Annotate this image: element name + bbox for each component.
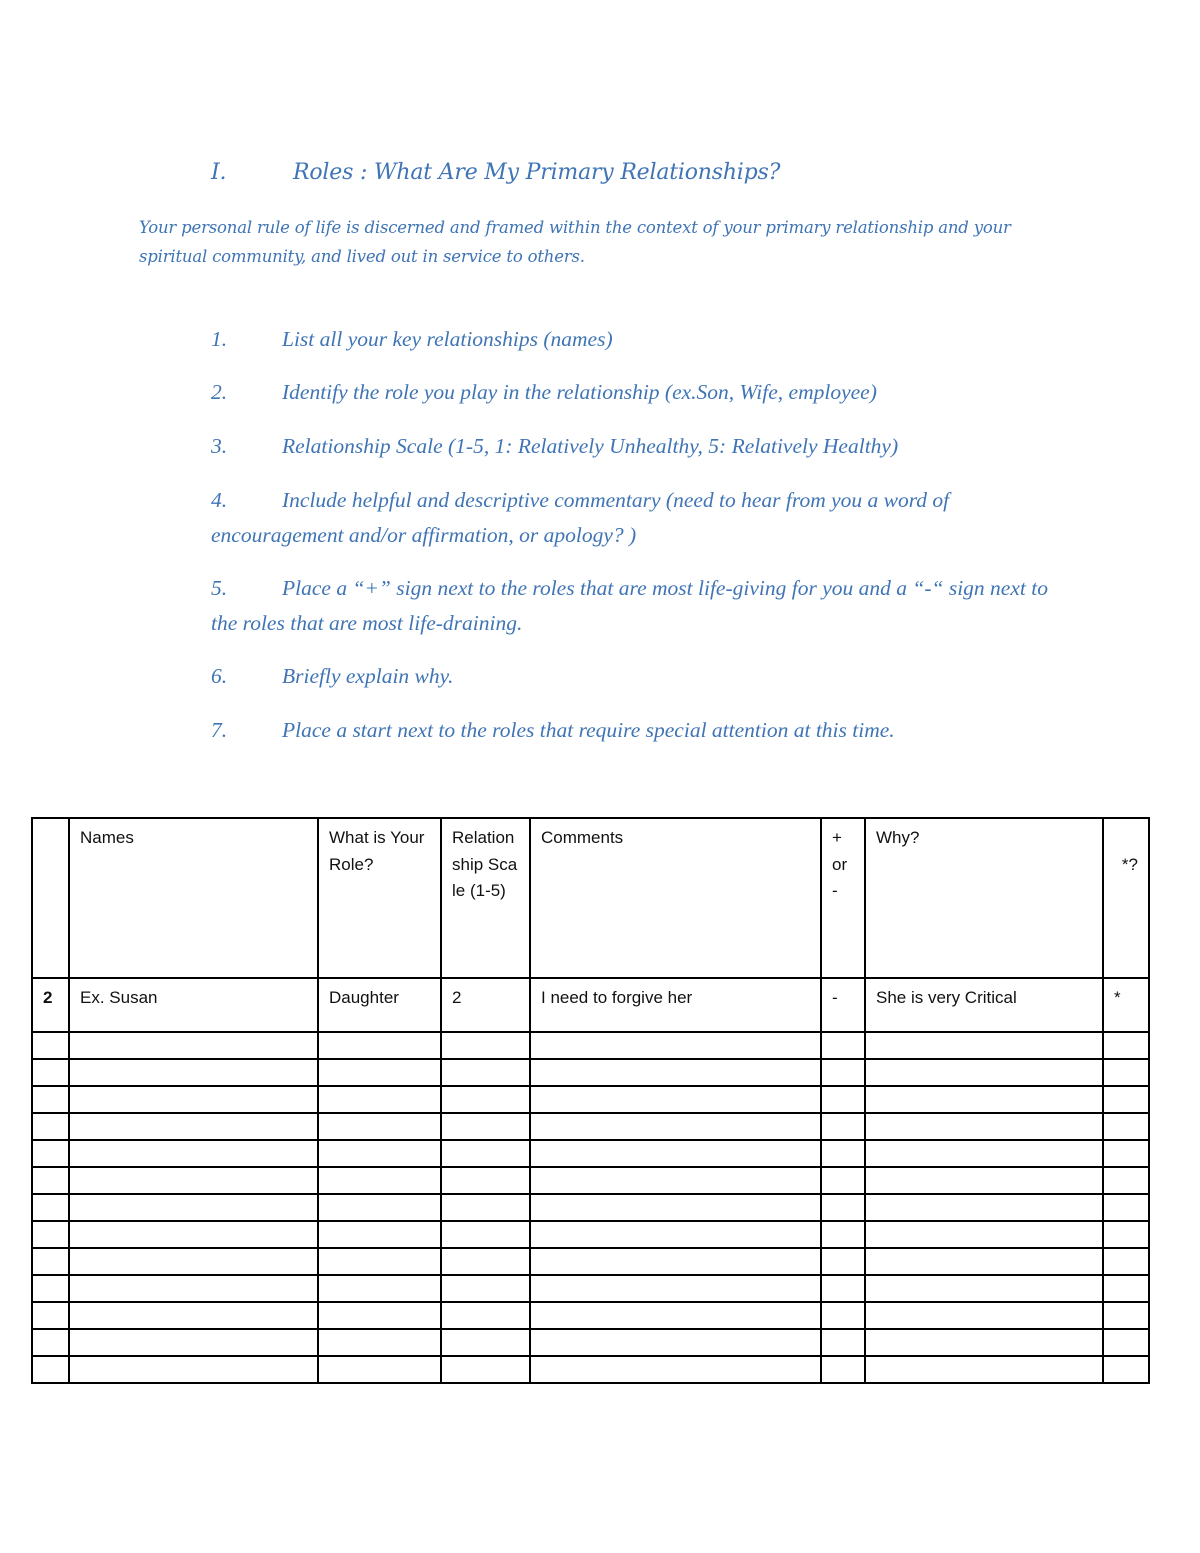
section-number: I. [211, 160, 227, 185]
cell-role [318, 1059, 441, 1086]
cell-comment [530, 1302, 821, 1329]
cell-sign [821, 1302, 865, 1329]
cell-scale [441, 1167, 530, 1194]
cell-name: Ex. Susan [69, 978, 318, 1032]
cell-index [32, 1113, 69, 1140]
cell-role [318, 1356, 441, 1383]
header-cell-sign: + or - [821, 818, 865, 978]
cell-index [32, 1059, 69, 1086]
cell-scale [441, 1356, 530, 1383]
cell-index [32, 1275, 69, 1302]
cell-comment [530, 1221, 821, 1248]
cell-scale [441, 1059, 530, 1086]
cell-why [865, 1194, 1103, 1221]
cell-star [1103, 1329, 1149, 1356]
cell-star [1103, 1194, 1149, 1221]
cell-comment [530, 1032, 821, 1059]
cell-star: * [1103, 978, 1149, 1032]
intro-paragraph: Your personal rule of life is discerned and framed within the context of your primary relationship and your spiritual community, and lived out in service to others. [139, 218, 1011, 266]
cell-scale [441, 1329, 530, 1356]
instruction-item: 6. Briefly explain why. [211, 664, 454, 688]
cell-index [32, 1329, 69, 1356]
cell-sign [821, 1248, 865, 1275]
cell-role [318, 1275, 441, 1302]
cell-comment [530, 1086, 821, 1113]
cell-scale [441, 1275, 530, 1302]
cell-star [1103, 1140, 1149, 1167]
cell-index [32, 1248, 69, 1275]
cell-scale [441, 1194, 530, 1221]
cell-why [865, 1221, 1103, 1248]
cell-star [1103, 1221, 1149, 1248]
cell-index [32, 1356, 69, 1383]
cell-why [865, 1275, 1103, 1302]
table-row [32, 1248, 1149, 1275]
cell-sign [821, 1356, 865, 1383]
cell-name [69, 1248, 318, 1275]
cell-scale [441, 1248, 530, 1275]
cell-name [69, 1086, 318, 1113]
cell-role [318, 1032, 441, 1059]
cell-comment: I need to forgive her [530, 978, 821, 1032]
cell-role [318, 1167, 441, 1194]
cell-role [318, 1302, 441, 1329]
cell-sign [821, 1275, 865, 1302]
cell-index [32, 1302, 69, 1329]
cell-star [1103, 1302, 1149, 1329]
cell-comment [530, 1356, 821, 1383]
cell-name [69, 1221, 318, 1248]
cell-why [865, 1140, 1103, 1167]
table-row [32, 1329, 1149, 1356]
cell-index [32, 1221, 69, 1248]
instruction-item: 5. Place a “+” sign next to the roles that are most life-giving for you and a “-“ sign next to the roles that are most life-draining. [211, 576, 1048, 635]
table-row [32, 1275, 1149, 1302]
cell-role [318, 1086, 441, 1113]
cell-star [1103, 1113, 1149, 1140]
header-cell-why: Why? [865, 818, 1103, 978]
cell-star [1103, 1086, 1149, 1113]
cell-sign: - [821, 978, 865, 1032]
cell-why [865, 1059, 1103, 1086]
cell-sign [821, 1059, 865, 1086]
cell-why [865, 1302, 1103, 1329]
cell-role [318, 1140, 441, 1167]
table-row [32, 1113, 1149, 1140]
cell-role [318, 1221, 441, 1248]
cell-scale [441, 1302, 530, 1329]
cell-sign [821, 1140, 865, 1167]
cell-comment [530, 1059, 821, 1086]
cell-index [32, 1167, 69, 1194]
cell-comment [530, 1140, 821, 1167]
cell-sign [821, 1221, 865, 1248]
cell-star [1103, 1275, 1149, 1302]
header-cell-names: Names [69, 818, 318, 978]
cell-scale [441, 1113, 530, 1140]
header-cell-role: What is Your Role? [318, 818, 441, 978]
cell-scale [441, 1221, 530, 1248]
cell-why [865, 1356, 1103, 1383]
cell-star [1103, 1248, 1149, 1275]
cell-role: Daughter [318, 978, 441, 1032]
instruction-item: 7. Place a start next to the roles that require special attention at this time. [211, 718, 895, 742]
table-row [32, 978, 1149, 1032]
cell-star [1103, 1356, 1149, 1383]
cell-role [318, 1329, 441, 1356]
cell-scale: 2 [441, 978, 530, 1032]
cell-name [69, 1032, 318, 1059]
cell-role [318, 1248, 441, 1275]
cell-comment [530, 1329, 821, 1356]
cell-star [1103, 1167, 1149, 1194]
cell-comment [530, 1113, 821, 1140]
cell-index [32, 1086, 69, 1113]
cell-name [69, 1302, 318, 1329]
table-row [32, 1032, 1149, 1059]
cell-name [69, 1059, 318, 1086]
cell-comment [530, 1167, 821, 1194]
cell-index [32, 1194, 69, 1221]
table-header-row [32, 818, 1149, 978]
cell-name [69, 1113, 318, 1140]
cell-scale [441, 1032, 530, 1059]
header-cell-star: *? [1103, 818, 1149, 978]
table-row [32, 1086, 1149, 1113]
cell-sign [821, 1329, 865, 1356]
table-row [32, 1356, 1149, 1383]
section-title: Roles : What Are My Primary Relationships? [293, 160, 781, 185]
cell-star [1103, 1059, 1149, 1086]
instruction-item: 4. Include helpful and descriptive commentary (need to hear from you a word of encouragement and/or affirmation, or apology? ) [211, 488, 950, 547]
table-row [32, 1059, 1149, 1086]
cell-why [865, 1329, 1103, 1356]
instruction-item: 2. Identify the role you play in the relationship (ex.Son, Wife, employee) [211, 380, 877, 404]
instruction-item: 1. List all your key relationships (names) [211, 327, 613, 351]
cell-sign [821, 1032, 865, 1059]
cell-role [318, 1113, 441, 1140]
cell-name [69, 1140, 318, 1167]
header-cell-index [32, 818, 69, 978]
cell-comment [530, 1248, 821, 1275]
cell-sign [821, 1194, 865, 1221]
table-row [32, 1221, 1149, 1248]
header-cell-comments: Comments [530, 818, 821, 978]
instruction-item: 3. Relationship Scale (1-5, 1: Relatively Unhealthy, 5: Relatively Healthy) [211, 434, 899, 458]
cell-name [69, 1275, 318, 1302]
relationships-table [31, 817, 1150, 1384]
cell-sign [821, 1167, 865, 1194]
cell-why [865, 1032, 1103, 1059]
cell-index [32, 1140, 69, 1167]
table-row [32, 1302, 1149, 1329]
cell-why [865, 1086, 1103, 1113]
cell-sign [821, 1086, 865, 1113]
cell-scale [441, 1140, 530, 1167]
table-row [32, 1140, 1149, 1167]
cell-sign [821, 1113, 865, 1140]
cell-why [865, 1248, 1103, 1275]
table-row [32, 1194, 1149, 1221]
header-cell-scale: Relationship Scale (1-5) [441, 818, 530, 978]
cell-comment [530, 1194, 821, 1221]
cell-why [865, 1167, 1103, 1194]
table-row [32, 1167, 1149, 1194]
cell-star [1103, 1032, 1149, 1059]
cell-role [318, 1194, 441, 1221]
cell-why: She is very Critical [865, 978, 1103, 1032]
cell-name [69, 1167, 318, 1194]
section-heading [211, 160, 780, 185]
cell-why [865, 1113, 1103, 1140]
cell-index [32, 1032, 69, 1059]
cell-scale [441, 1086, 530, 1113]
cell-comment [530, 1275, 821, 1302]
cell-name [69, 1329, 318, 1356]
cell-index: 2 [32, 978, 69, 1032]
cell-name [69, 1356, 318, 1383]
cell-name [69, 1194, 318, 1221]
